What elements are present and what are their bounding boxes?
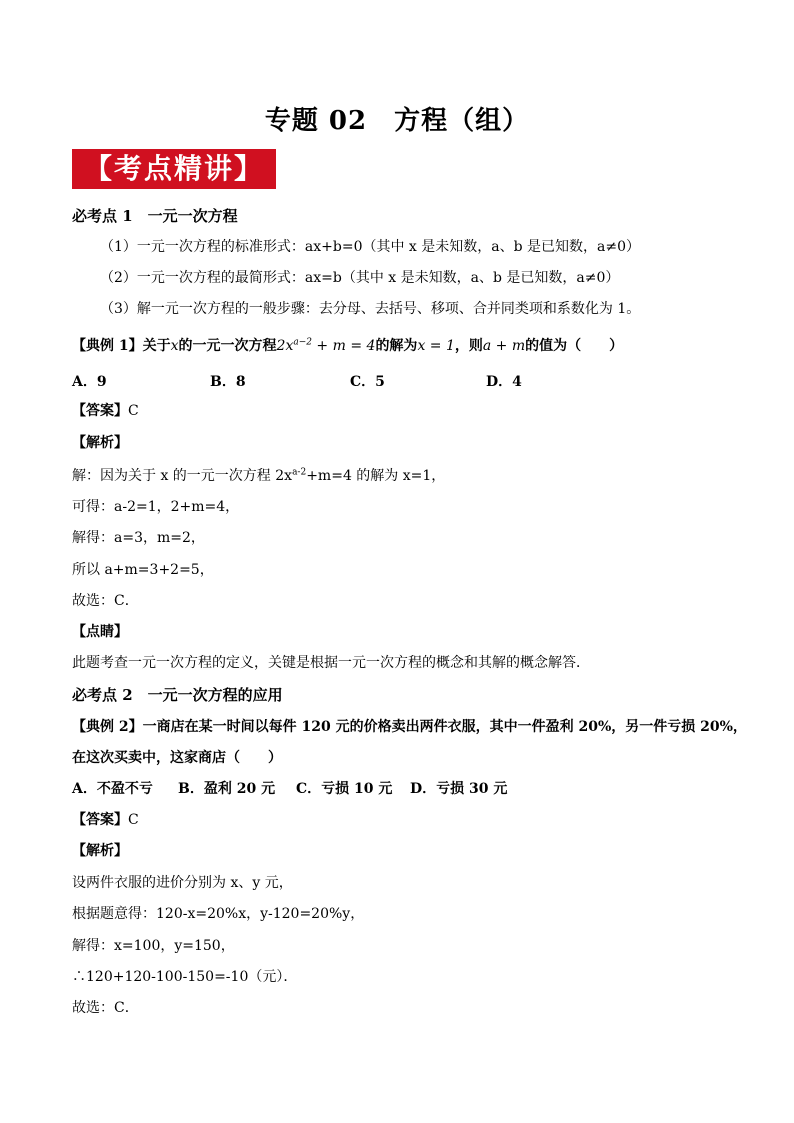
- kp1-heading: 必考点 1 一元一次方程: [72, 207, 238, 225]
- ex2-option-a: A．不盈不亏: [72, 781, 153, 797]
- ex1-sol-sup: a-2: [292, 467, 307, 478]
- ex2-answer-value: C: [128, 812, 139, 828]
- ex2-option-d: D．亏损 30 元: [410, 781, 508, 797]
- ex1-answer-value: C: [128, 403, 139, 419]
- ex1-mid3: ，则: [454, 338, 483, 354]
- ex2-stem-line-1: 【典例 2】一商店在某一时间以每件 120 元的价格卖出两件衣服，其中一件盈利 20%，另一件亏损 20%，: [72, 719, 747, 735]
- section-banner: 【考点精讲】: [72, 149, 276, 189]
- ex1-eq-rest: + m = 4: [311, 338, 376, 354]
- ex1-var-x: x: [170, 338, 179, 354]
- ex2-options: [72, 779, 507, 799]
- ex2-step-3: 解得：x=100，y=150，: [72, 938, 235, 954]
- kp1-item-3: （3）解一元一次方程的一般步骤：去分母、去括号、移项、合并同类项和系数化为 1。: [100, 301, 641, 317]
- ex1-question: [72, 336, 623, 356]
- page-title: 专题 02 方程（组）: [264, 106, 530, 136]
- ex1-sol-pre: 解：因为关于 x 的一元一次方程 2x: [72, 468, 293, 484]
- ex1-solution-line-1: [72, 466, 445, 486]
- ex1-mid2: 的解为: [375, 338, 418, 354]
- ex1-comment: 此题考查一元一次方程的定义，关键是根据一元一次方程的概念和其解的概念解答．: [72, 655, 590, 671]
- ex2-answer-label: 【答案】: [72, 812, 128, 828]
- ex1-option-b: B．8: [210, 374, 246, 390]
- ex1-prefix: 【典例 1】关于: [72, 338, 171, 354]
- ex1-step-2: 解得：a=3，m=2，: [72, 530, 205, 546]
- ex2-option-c: C．亏损 10 元: [296, 781, 393, 797]
- ex1-sol-post: +m=4 的解为 x=1，: [306, 468, 446, 484]
- ex1-equation: [277, 338, 376, 354]
- kp1-item-2: （2）一元一次方程的最简形式：ax=b（其中 x 是未知数，a、b 是已知数，a≠0）: [100, 270, 620, 286]
- ex1-option-d: D．4: [486, 374, 522, 390]
- ex1-suffix: 的值为（ ）: [525, 338, 624, 354]
- ex2-step-1: 设两件衣服的进价分别为 x、y 元，: [72, 875, 293, 891]
- ex1-expression: a + m: [482, 338, 526, 354]
- ex1-options: [72, 372, 522, 392]
- ex1-answer: [72, 401, 139, 421]
- ex1-mid1: 的一元一次方程: [178, 338, 277, 354]
- ex2-analysis-label: 【解析】: [72, 843, 128, 859]
- ex1-comment-label: 【点睛】: [72, 624, 128, 640]
- ex1-step-3: 所以 a+m=3+2=5，: [72, 562, 214, 578]
- ex1-option-a: A．9: [72, 374, 107, 390]
- ex2-step-4: ∴120+120-100-150=-10（元）．: [72, 969, 298, 985]
- ex1-analysis-label: 【解析】: [72, 435, 128, 451]
- ex2-option-b: B．盈利 20 元: [178, 781, 276, 797]
- ex1-answer-label: 【答案】: [72, 403, 128, 419]
- ex1-step-4: 故选：C．: [72, 593, 139, 609]
- ex1-eq-base: 2x: [276, 338, 294, 354]
- ex1-step-1: 可得：a-2=1，2+m=4，: [72, 499, 240, 515]
- kp2-heading: 必考点 2 一元一次方程的应用: [72, 686, 283, 704]
- kp1-item-1: （1）一元一次方程的标准形式：ax+b=0（其中 x 是未知数，a、b 是已知数，a≠0）: [100, 239, 641, 255]
- ex1-eq-exp: a−2: [293, 337, 312, 348]
- ex1-solution: x = 1: [417, 338, 455, 354]
- ex2-stem-line-2: 在这次买卖中，这家商店（ ）: [72, 750, 282, 766]
- ex1-option-c: C．5: [350, 374, 385, 390]
- ex2-step-2: 根据题意得：120-x=20%x，y-120=20%y，: [72, 906, 365, 922]
- ex2-answer: [72, 810, 139, 830]
- ex2-step-5: 故选：C．: [72, 1000, 139, 1016]
